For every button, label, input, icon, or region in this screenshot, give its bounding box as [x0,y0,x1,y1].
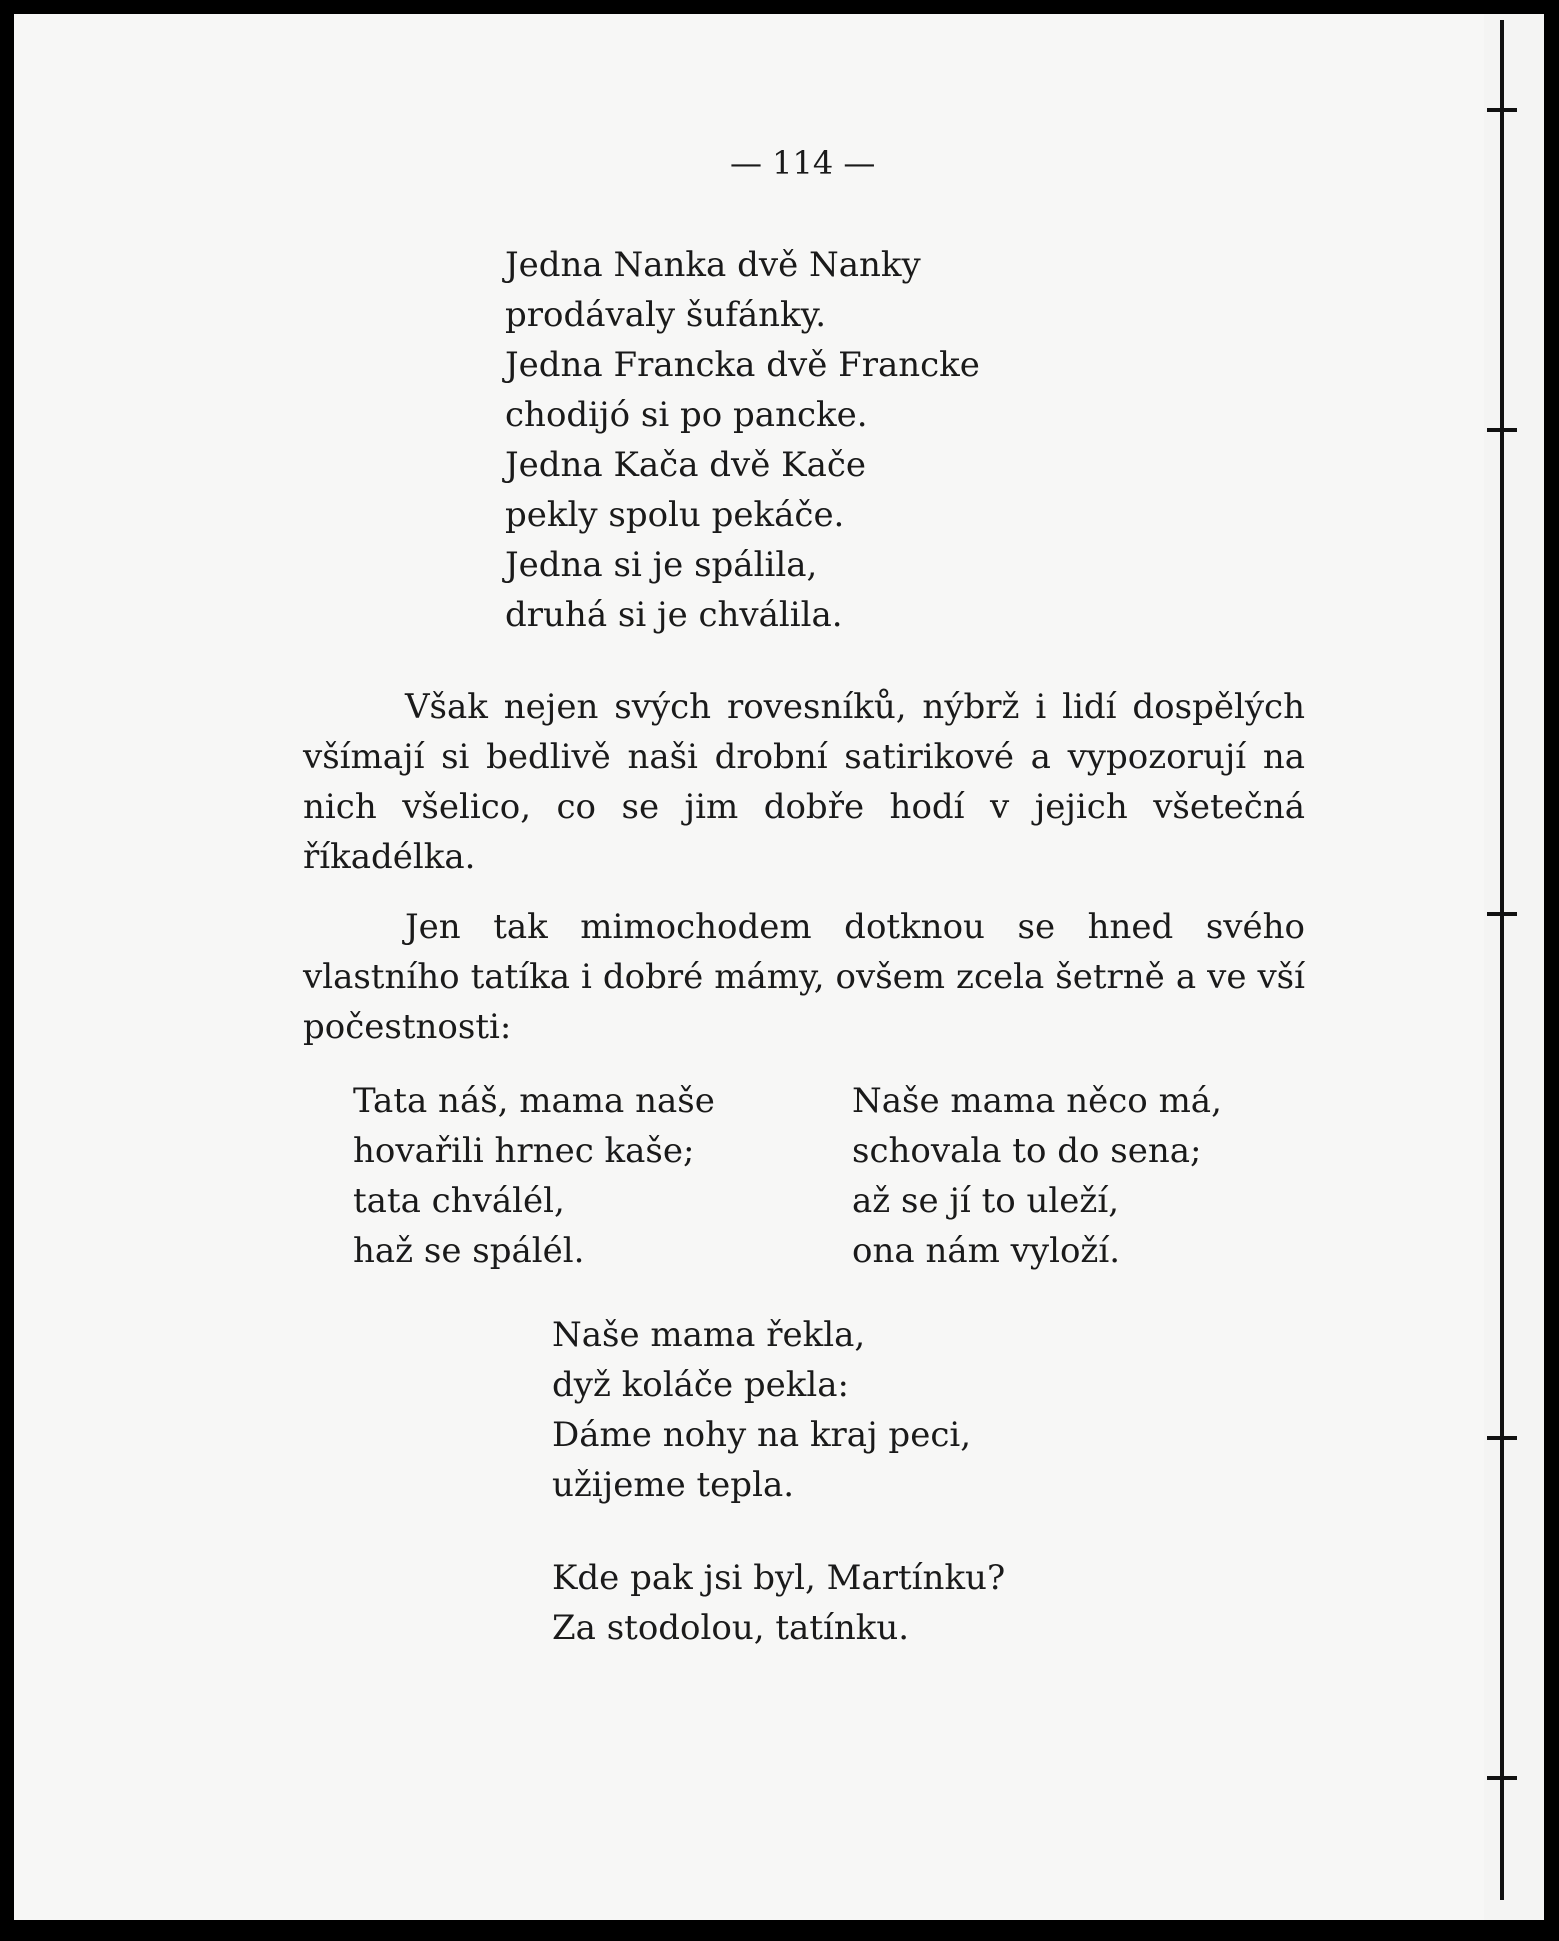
binding-stitch [1487,912,1517,916]
verse-line: prodávaly šufánky. [505,295,827,335]
verse-line: Jedna Kača dvě Kače [505,445,867,485]
verse-line: až se jí to uleží, [852,1181,1120,1221]
verse-line: ona nám vyloží. [852,1231,1121,1271]
binding-thread [1500,20,1504,1900]
verse-line: Jedna Francka dvě Francke [505,345,980,385]
verse-line: hovařili hrnec kaše; [353,1131,695,1171]
verse-line: haž se spálél. [353,1231,585,1271]
verse-line: pekly spolu pekáče. [505,495,845,535]
binding-stitch [1487,428,1517,432]
verse-line: Za stodolou, tatínku. [552,1608,910,1648]
verse-line: Naše mama řekla, [552,1315,866,1355]
page-number: — 114 — [730,144,876,182]
poem-nanky [505,240,980,640]
binding-stitch [1487,1436,1517,1440]
poem-tata-nas [353,1076,715,1276]
verse-line: Jedna Nanka dvě Nanky [505,245,921,285]
poem-nase-mama-rekla [552,1310,971,1510]
verse-line: Tata náš, mama naše [353,1081,715,1121]
verse-line: druhá si je chválila. [505,595,843,635]
paragraph-rovesniku: Však nejen svých rovesníků, nýbrž i lidí dospělých všímají si bedlivě naši drobní satirikové a vypozorují na nich všelico, co se jim dobře hodí v jejich všetečná říkadélka. [303,687,1305,877]
poem-martinku [552,1553,1005,1653]
verse-line: tata chválél, [353,1181,565,1221]
verse-line: Naše mama něco má, [852,1081,1222,1121]
binding-stitch [1487,108,1517,112]
poem-nase-mama-neco-ma [852,1076,1222,1276]
verse-line: schovala to do sena; [852,1131,1202,1171]
verse-line: užijeme tepla. [552,1465,795,1505]
verse-line: Dáme nohy na kraj peci, [552,1415,972,1455]
verse-line: chodijó si po pancke. [505,395,868,435]
paragraph-tatika: Jen tak mimochodem dotknou se hned svého vlastního tatíka i dobré mámy, ovšem zcela šetrně a ve vší počestnosti: [303,907,1305,1047]
verse-line: dyž koláče pekla: [552,1365,849,1405]
verse-line: Jedna si je spálila, [505,545,818,585]
verse-line: Kde pak jsi byl, Martínku? [552,1558,1006,1598]
page-binding-edge [1484,14,1544,1920]
binding-stitch [1487,1776,1517,1780]
